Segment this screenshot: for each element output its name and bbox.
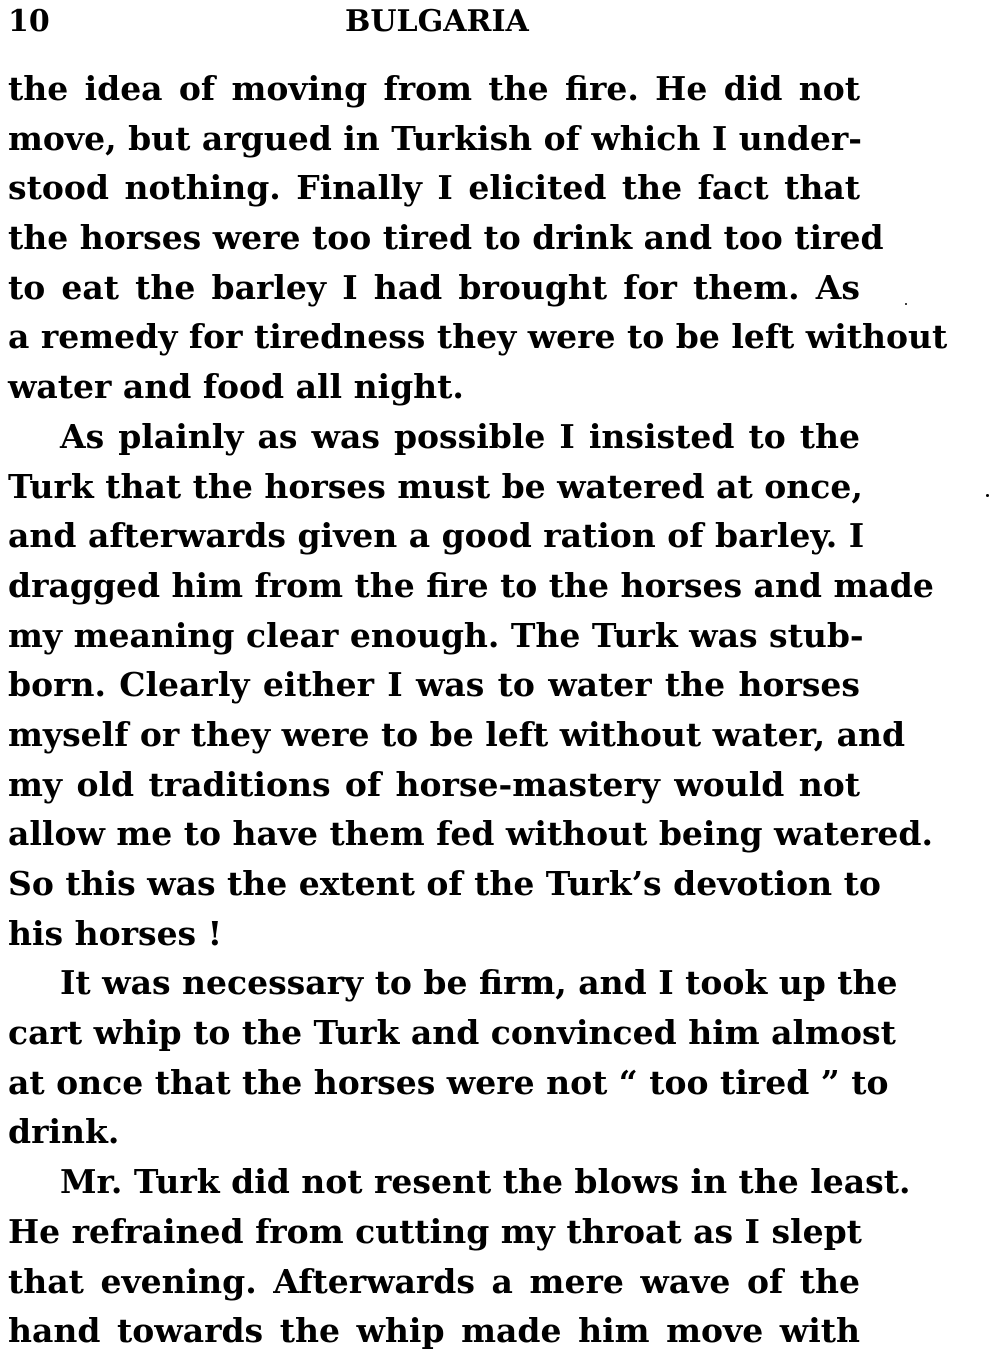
scan-speck <box>986 494 989 497</box>
text-line: my old traditions of horse-mastery would not <box>8 764 860 804</box>
text-line: my meaning clear enough. The Turk was stub- <box>8 615 864 655</box>
paragraph <box>8 1157 911 1356</box>
running-title: BULGARIA <box>345 4 529 39</box>
text-line: the idea of moving from the fire. He did not <box>8 69 860 108</box>
body-text <box>8 64 948 1356</box>
paragraph <box>8 64 948 412</box>
scan-speck <box>905 303 907 305</box>
paragraph <box>8 412 934 959</box>
text-line: the horses were too tired to drink and too tired <box>8 218 884 258</box>
text-line: stood nothing. Finally I elicited the fact that <box>8 168 860 208</box>
text-line: Turk that the horses must be watered at once, <box>8 466 863 506</box>
text-line: cart whip to the Turk and convinced him almost <box>8 1013 896 1053</box>
text-line: water and food all night. <box>8 367 464 407</box>
text-line: drink. <box>8 1112 120 1152</box>
text-line: a remedy for tiredness they were to be left without <box>8 317 948 357</box>
text-line: move, but argued in Turkish of which I under- <box>8 118 862 158</box>
text-line: his horses ! <box>8 913 223 953</box>
text-line: myself or they were to be left without water, and <box>8 714 906 754</box>
text-line: allow me to have them fed without being watered. <box>8 814 933 854</box>
text-line: Mr. Turk did not resent the blows in the least. <box>60 1162 911 1202</box>
text-line: So this was the extent of the Turk’s devotion to <box>8 864 881 903</box>
text-line: As plainly as was possible I insisted to the <box>60 416 860 456</box>
text-line: It was necessary to be firm, and I took up the <box>60 963 898 1003</box>
text-line: hand towards the whip made him move with <box>8 1311 860 1351</box>
text-line: and afterwards given a good ration of barley. I <box>8 516 865 556</box>
text-line: that evening. Afterwards a mere wave of the <box>8 1261 860 1301</box>
text-line: at once that the horses were not “ too tired ” to <box>8 1062 889 1102</box>
text-line: dragged him from the fire to the horses and made <box>8 565 934 605</box>
paragraph <box>8 958 898 1157</box>
text-line: to eat the barley I had brought for them. As <box>8 267 860 307</box>
page-number: 10 <box>8 4 50 39</box>
running-head <box>8 2 863 42</box>
text-line: born. Clearly either I was to water the horses <box>8 665 860 705</box>
text-line: He refrained from cutting my throat as I slept <box>8 1211 862 1251</box>
